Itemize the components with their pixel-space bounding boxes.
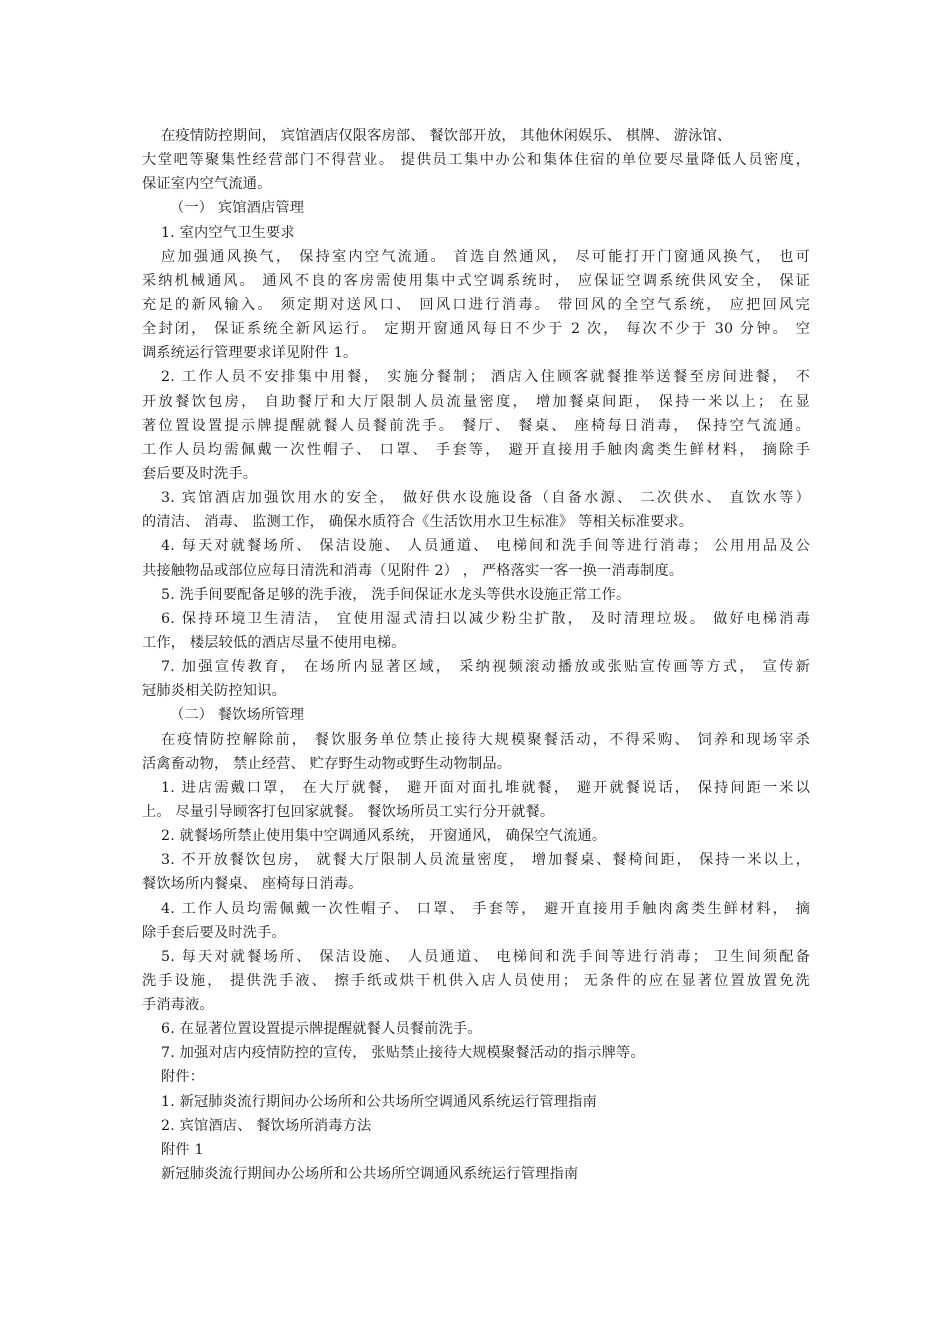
subsection-heading: 1. 室内空气卫生要求	[161, 224, 295, 241]
text-line: 2. 工作人员不安排集中用餐， 实施分餐制； 酒店入住顾客就餐推举送餐至房间进餐， 不	[161, 369, 810, 386]
text-line: 应加强通风换气， 保持室内空气流通。 首选自然通风， 尽可能打开门窗通风换气， 也可	[161, 248, 810, 265]
text-line: 调系统运行管理要求详见附件 1。	[142, 345, 358, 362]
text-line: 2. 就餐场所禁止使用集中空调通风系统， 开窗通风， 确保空气流通。	[161, 828, 607, 845]
text-line: 3. 不开放餐饮包房， 就餐大厅限制人员流量密度， 增加餐桌、餐椅间距， 保持一米以上，	[161, 852, 810, 869]
text-line: 除手套后要及时洗手。	[142, 924, 286, 941]
text-line: 在疫情防控解除前， 餐饮服务单位禁止接待大规模聚餐活动，不得采购、 饲养和现场宰杀	[161, 731, 810, 748]
text-line: 4. 每天对就餐场所、 保洁设施、 人员通道、 电梯间和洗手间等进行消毒； 公用用品及公	[161, 538, 810, 555]
text-line: 共接触物品或部位应每日清洗和消毒（见附件 2） ， 严格落实一客一换一消毒制度。	[142, 562, 684, 579]
text-line: 保证室内空气流通。	[142, 176, 272, 193]
text-line: 3. 宾馆酒店加强饮用水的安全， 做好供水设施设备（自备水源、 二次供水、 直饮水等）	[161, 490, 810, 507]
text-line: 7. 加强宣传教育， 在场所内显著区域， 采纳视频滚动播放或张贴宣传画等方式， 宣传新	[161, 659, 810, 676]
text-line: 著位置设置提示牌提醒就餐人员餐前洗手。 餐厅、 餐桌、 座椅每日消毒， 保持空气流通。	[142, 417, 810, 434]
text-line: 开放餐饮包房， 自助餐厅和大厅限制人员流量密度， 增加餐桌间距， 保持一米以上； 在显	[142, 393, 810, 410]
text-line: 4. 工作人员均需佩戴一次性帽子、 口罩、 手套等， 避开直接用手触肉禽类生鲜材料， 摘	[161, 900, 810, 917]
text-line: 6. 保持环境卫生清洁， 宜使用湿式清扫以减少粉尘扩散， 及时清理垃圾。 做好电梯消毒	[161, 610, 810, 627]
text-line: 上。 尽量引导顾客打包回家就餐。 餐饮场所员工实行分开就餐。	[142, 803, 555, 820]
text-line: 洗手设施， 提供洗手液、 擦手纸或烘干机供入店人员使用； 无条件的应在显著位置放置免洗	[142, 972, 810, 989]
text-line: 餐饮场所内餐桌、 座椅每日消毒。	[142, 876, 363, 893]
section-heading: （二） 餐饮场所管理	[170, 707, 305, 724]
text-line: 手消毒液。	[142, 997, 214, 1014]
text-line: 工作人员均需佩戴一次性帽子、 口罩、 手套等， 避开直接用手触肉禽类生鲜材料， 摘除手	[142, 441, 810, 458]
attachment-title: 附件 1	[161, 1141, 204, 1158]
text-line: 1. 进店需戴口罩， 在大厅就餐， 避开面对面扎堆就餐， 避开就餐说话， 保持间距一米以	[161, 779, 810, 796]
attachments-label: 附件：	[161, 1069, 205, 1086]
text-line: 7. 加强对店内疫情防控的宣传， 张贴禁止接待大规模聚餐活动的指示牌等。	[161, 1045, 645, 1062]
text-line: 充足的新风输入。 须定期对送风口、 回风口进行消毒。 带回风的全空气系统， 应把回风完	[142, 296, 810, 313]
text-line: 全封闭， 保证系统全新风运行。 定期开窗通风每日不少于 2 次， 每次不少于 30 分钟。 空	[142, 321, 810, 338]
text-line: 6. 在显著位置设置提示牌提醒就餐人员餐前洗手。	[161, 1021, 482, 1038]
text-line: 5. 每天对就餐场所、 保洁设施、 人员通道、 电梯间和洗手间等进行消毒； 卫生间须配备	[161, 948, 810, 965]
text-line: 冠肺炎相关防控知识。	[142, 683, 286, 700]
text-line: 大堂吧等聚集性经营部门不得营业。 提供员工集中办公和集体住宿的单位要尽量降低人员密度，	[142, 152, 810, 169]
attachment-item: 2. 宾馆酒店、 餐饮场所消毒方法	[161, 1117, 372, 1134]
text-line: 采纳机械通风。 通风不良的客房需使用集中式空调系统时， 应保证空调系统供风安全， 保证	[142, 272, 810, 289]
section-heading: （一） 宾馆酒店管理	[170, 200, 305, 217]
document-body	[142, 124, 810, 1186]
text-line: 活禽畜动物， 禁止经营、 贮存野生动物或野生动物制品。	[142, 755, 512, 772]
text-line: 的清洁、 消毒、 监测工作， 确保水质符合《生活饮用水卫生标准》 等相关标准要求。	[142, 514, 694, 531]
text-line: 在疫情防控期间， 宾馆酒店仅限客房部、 餐饮部开放， 其他休闲娱乐、 棋牌、 游泳馆、	[161, 128, 732, 144]
text-line: 套后要及时洗手。	[142, 465, 258, 482]
attachment-heading: 新冠肺炎流行期间办公场所和公共场所空调通风系统运行管理指南	[161, 1166, 579, 1183]
text-line: 工作， 楼层较低的酒店尽量不使用电梯。	[142, 634, 406, 651]
attachment-item: 1. 新冠肺炎流行期间办公场所和公共场所空调通风系统运行管理指南	[161, 1093, 597, 1110]
text-line: 5. 洗手间要配备足够的洗手液， 洗手间保证水龙头等供水设施正常工作。	[161, 586, 631, 603]
